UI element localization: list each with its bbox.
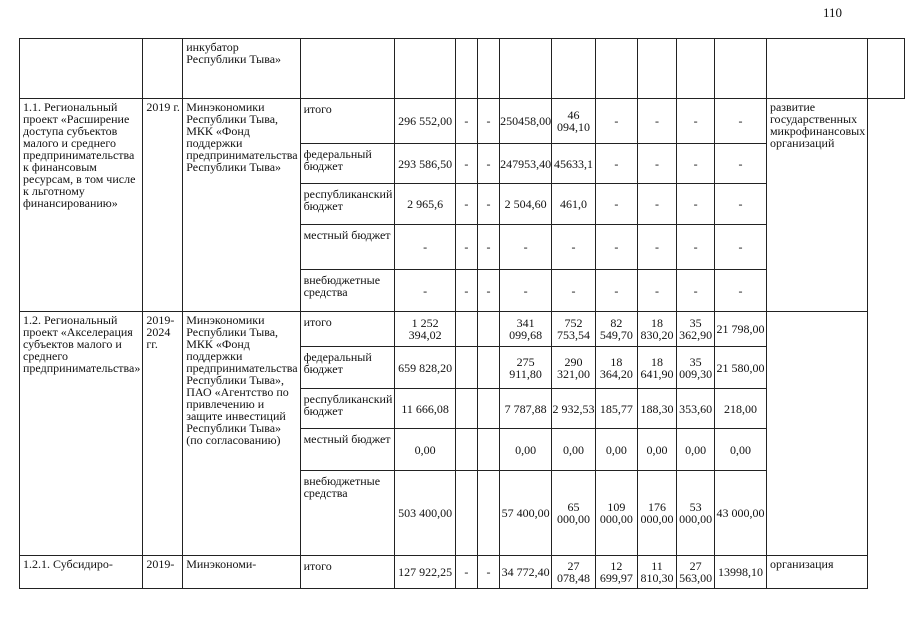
value-cell — [455, 312, 477, 347]
value-cell: - — [552, 225, 596, 270]
value-cell: 185,77 — [595, 389, 637, 429]
value-cell — [455, 389, 477, 429]
value-cell: 18 364,20 — [595, 347, 637, 389]
value-cell: - — [715, 225, 767, 270]
value-cell: 35 362,90 — [677, 312, 715, 347]
value-cell: - — [637, 144, 676, 184]
value-cell: 752 753,54 — [552, 312, 596, 347]
value-cell: 27 078,48 — [552, 556, 596, 589]
value-cell: 296 552,00 — [395, 99, 455, 144]
value-cell: 18 830,20 — [637, 312, 676, 347]
executor-cell: инкубатор Республики Тыва» — [186, 40, 282, 66]
value-cell: - — [677, 144, 715, 184]
table-row — [20, 312, 905, 347]
value-cell: - — [455, 270, 477, 312]
source-label: итого — [303, 315, 332, 329]
source-label: итого — [303, 559, 332, 573]
value-cell: - — [455, 184, 477, 225]
value-cell — [477, 429, 499, 471]
value-cell: 341 099,68 — [500, 312, 552, 347]
value-cell — [477, 389, 499, 429]
value-cell: 7 787,88 — [500, 389, 552, 429]
value-cell: 659 828,20 — [395, 347, 455, 389]
value-cell: - — [455, 99, 477, 144]
project-name: 1.2.1. Субсидиро- — [23, 557, 113, 571]
value-cell: 0,00 — [677, 429, 715, 471]
value-cell: 188,30 — [637, 389, 676, 429]
value-cell: 0,00 — [395, 429, 455, 471]
value-cell: - — [455, 556, 477, 589]
value-cell: 27 563,00 — [677, 556, 715, 589]
value-cell: - — [637, 99, 676, 144]
result-cell: развитие государственных микрофинансовых организаций — [769, 100, 866, 150]
value-cell: - — [500, 225, 552, 270]
result-cell: организация — [769, 557, 834, 571]
value-cell: 13998,10 — [715, 556, 767, 589]
source-label: республиканский бюджет — [303, 392, 393, 418]
source-label: внебюджетные средства — [303, 273, 381, 299]
value-cell: 176 000,00 — [637, 471, 676, 556]
value-cell: 21 798,00 — [715, 312, 767, 347]
value-cell: 2 965,6 — [395, 184, 455, 225]
value-cell: 0,00 — [500, 429, 552, 471]
source-label: местный бюджет — [303, 228, 391, 242]
value-cell: 1 252 394,02 — [395, 312, 455, 347]
value-cell: 11 810,30 — [637, 556, 676, 589]
table-row — [20, 39, 905, 99]
period-cell: 2019- — [146, 557, 175, 571]
value-cell: - — [637, 270, 676, 312]
value-cell — [477, 347, 499, 389]
value-cell: 0,00 — [552, 429, 596, 471]
value-cell: 18 641,90 — [637, 347, 676, 389]
value-cell: 0,00 — [595, 429, 637, 471]
value-cell: - — [455, 144, 477, 184]
value-cell: 218,00 — [715, 389, 767, 429]
value-cell: 34 772,40 — [500, 556, 552, 589]
value-cell: - — [595, 225, 637, 270]
value-cell: 12 699,97 — [595, 556, 637, 589]
source-label: итого — [303, 102, 332, 116]
result-cell — [767, 312, 867, 314]
value-cell: - — [395, 225, 455, 270]
value-cell: - — [677, 184, 715, 225]
value-cell — [455, 347, 477, 389]
value-cell: 290 321,00 — [552, 347, 596, 389]
value-cell: - — [395, 270, 455, 312]
source-label: республиканский бюджет — [303, 187, 393, 213]
value-cell: 353,60 — [677, 389, 715, 429]
value-cell: - — [477, 144, 499, 184]
value-cell: 0,00 — [715, 429, 767, 471]
project-name: 1.2. Региональный проект «Акселерация субъектов малого и среднего предпринимательства» — [23, 313, 141, 375]
source-label: федеральный бюджет — [303, 350, 372, 376]
value-cell — [477, 471, 499, 556]
value-cell: - — [477, 99, 499, 144]
page-number: 110 — [823, 5, 843, 20]
value-cell: 82 549,70 — [595, 312, 637, 347]
value-cell: - — [637, 225, 676, 270]
value-cell: - — [715, 99, 767, 144]
period-cell: 2019-2024 гг. — [146, 313, 175, 351]
value-cell: - — [637, 184, 676, 225]
value-cell — [455, 429, 477, 471]
value-cell: 46 094,10 — [552, 99, 596, 144]
table-row — [20, 556, 905, 589]
value-cell: 45633,1 — [552, 144, 596, 184]
value-cell: - — [552, 270, 596, 312]
value-cell: - — [677, 270, 715, 312]
value-cell: - — [595, 99, 637, 144]
value-cell: 127 922,25 — [395, 556, 455, 589]
value-cell: - — [477, 556, 499, 589]
value-cell: - — [477, 184, 499, 225]
source-label: внебюджетные средства — [303, 474, 381, 500]
value-cell: - — [715, 184, 767, 225]
executor-cell: Минэкономики Республики Тыва, МКК «Фонд поддержки предпринимательства Республики Тыва», ПАО «Агентство по привлечению и защите инвестиций Республики Тыва» (по согласованию) — [186, 313, 298, 447]
value-cell: - — [595, 184, 637, 225]
value-cell: - — [455, 225, 477, 270]
value-cell: 11 666,08 — [395, 389, 455, 429]
value-cell: 109 000,00 — [595, 471, 637, 556]
value-cell: - — [677, 99, 715, 144]
value-cell: - — [595, 144, 637, 184]
value-cell — [455, 471, 477, 556]
value-cell: 53 000,00 — [677, 471, 715, 556]
value-cell: 503 400,00 — [395, 471, 455, 556]
budget-table — [19, 38, 905, 589]
source-label: федеральный бюджет — [303, 147, 372, 173]
value-cell: 2 504,60 — [500, 184, 552, 225]
value-cell: 293 586,50 — [395, 144, 455, 184]
value-cell: 247953,40 — [500, 144, 552, 184]
value-cell: - — [500, 270, 552, 312]
value-cell: 250458,00 — [500, 99, 552, 144]
value-cell: 275 911,80 — [500, 347, 552, 389]
value-cell: 65 000,00 — [552, 471, 596, 556]
value-cell: - — [477, 270, 499, 312]
value-cell: 21 580,00 — [715, 347, 767, 389]
value-cell: - — [595, 270, 637, 312]
table-row — [20, 99, 905, 144]
value-cell: 43 000,00 — [715, 471, 767, 556]
value-cell: 35 009,30 — [677, 347, 715, 389]
project-name: 1.1. Региональный проект «Расширение доступа субъектов малого и среднего предпринимательства к финансовым ресурсам, в том числе к льготному финансированию» — [23, 100, 136, 210]
value-cell: 0,00 — [637, 429, 676, 471]
value-cell — [477, 312, 499, 347]
value-cell: - — [677, 225, 715, 270]
source-label: местный бюджет — [303, 432, 391, 446]
value-cell: 461,0 — [552, 184, 596, 225]
period-cell: 2019 г. — [146, 100, 180, 114]
executor-cell: Минэкономики Республики Тыва, МКК «Фонд поддержки предпринимательства Республики Тыва» — [186, 100, 298, 174]
value-cell: - — [715, 144, 767, 184]
value-cell: - — [715, 270, 767, 312]
value-cell: 57 400,00 — [500, 471, 552, 556]
value-cell: 2 932,53 — [552, 389, 596, 429]
value-cell: - — [477, 225, 499, 270]
executor-cell: Минэкономи- — [186, 557, 257, 571]
